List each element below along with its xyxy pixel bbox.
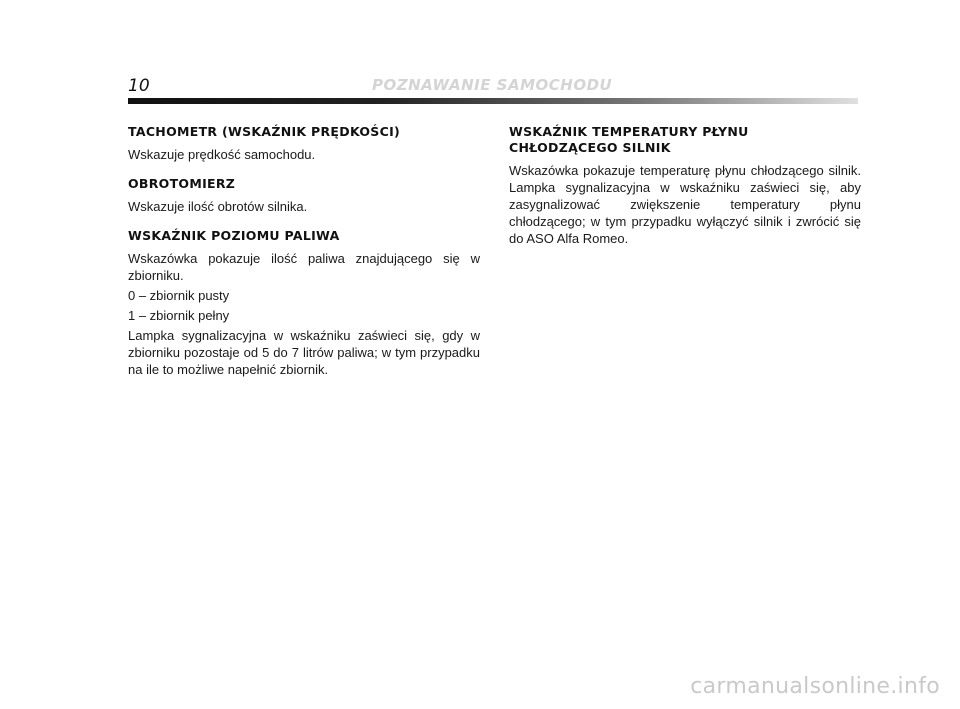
header-rule (128, 98, 858, 104)
section-rev-counter (128, 176, 480, 215)
section-fuel-gauge (128, 228, 480, 378)
paragraph: Lampka sygnalizacyjna w wskaźniku zaświeci się, gdy w zbiorniku pozostaje od 5 do 7 litrów paliwa; w tym przypadku na ile to możliwe napełnić zbiornik. (128, 328, 480, 377)
paragraph: Wskazuje ilość obrotów silnika. (128, 199, 308, 214)
paragraph: 1 – zbiornik pełny (128, 308, 230, 323)
heading-line-1: WSKAŹNIK TEMPERATURY PŁYNU (509, 124, 749, 139)
running-header-title: POZNAWANIE SAMOCHODU (372, 76, 613, 94)
heading-line-2: CHŁODZĄCEGO SILNIK (509, 140, 671, 155)
section-tachometer (128, 124, 480, 163)
paragraph: Wskazówka pokazuje ilość paliwa znajdującego się w zbiorniku. (128, 251, 480, 283)
page-number: 10 (128, 76, 150, 96)
right-column (509, 124, 861, 250)
paragraph: Wskazówka pokazuje temperaturę płynu chłodzącego silnik. Lampka sygnalizacyjna w wskaźniku zaświeci się, aby zasygnalizować zwiększenie temperatury płynu chłodzącego; w tym przypadku wyłączyć silnik i zwrócić się do ASO Alfa Romeo. (509, 163, 861, 246)
left-column (128, 124, 480, 381)
section-heading-coolant-temperature (509, 124, 861, 156)
paragraph: Wskazuje prędkość samochodu. (128, 147, 316, 162)
paragraph: 0 – zbiornik pusty (128, 288, 230, 303)
section-heading-rev-counter: OBROTOMIERZ (128, 176, 236, 191)
section-heading-fuel-gauge: WSKAŹNIK POZIOMU PALIWA (128, 228, 340, 243)
section-heading-tachometer: TACHOMETR (WSKAŹNIK PRĘDKOŚCI) (128, 124, 401, 139)
section-coolant-temperature (509, 124, 861, 247)
watermark: carmanualsonline.info (690, 674, 940, 699)
